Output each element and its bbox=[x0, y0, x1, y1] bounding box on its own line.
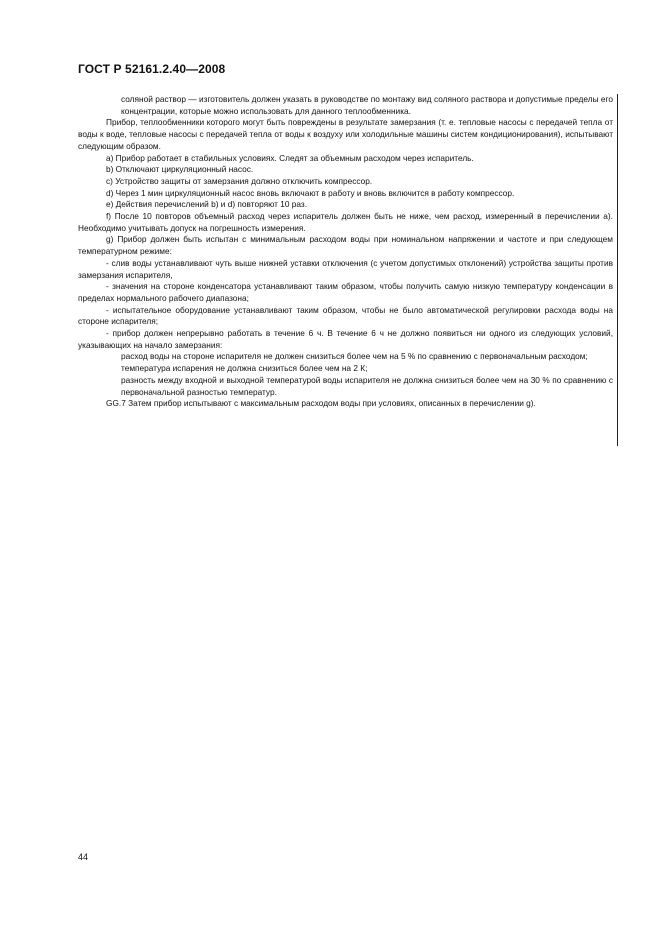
document-header: ГОСТ Р 52161.2.40—2008 bbox=[78, 62, 226, 76]
dash-item-water-drain: - слив воды устанавливают чуть выше нижней уставки отключения (с учетом допустимых отклонений) устройства защиты против замерзания испарителя, bbox=[78, 257, 613, 280]
dash-item-condenser: - значения на стороне конденсатора устанавливают таким образом, чтобы получить самую низкую температуру конденсации в пределах нормального рабочего диапазона; bbox=[78, 281, 613, 303]
list-item-d: d) Через 1 мин циркуляционный насос вновь включают в работу и вновь включится в работу компрессор. bbox=[106, 187, 515, 198]
list-item-c: c) Устройство защиты от замерзания должно отключить компрессор. bbox=[106, 175, 373, 186]
page-number: 44 bbox=[78, 852, 89, 862]
list-item-a: a) Прибор работает в стабильных условиях. Следят за объемным расходом через испаритель. bbox=[106, 152, 474, 163]
list-item-e: e) Действия перечислений b) и d) повторяют 10 раз. bbox=[106, 199, 308, 210]
list-item-f: f) После 10 повторов объемный расход через испаритель должен быть не ниже, чем расход, измеренный в перечислении а). Необходимо учитывать допуск на погрешность измерения. bbox=[78, 211, 613, 233]
list-item-g: g) Прибор должен быть испытан с минимальным расходом воды при номинальном напряжении и частоте и при следующем температурном режиме: bbox=[78, 234, 613, 257]
revision-bar bbox=[617, 94, 618, 446]
dash-item-continuous-run: - прибор должен непрерывно работать в течение 6 ч. В течение 6 ч не должно появиться ни одного из следующих условий, указывающих на начало замерзания: bbox=[78, 328, 613, 350]
condition-flow: расход воды на стороне испарителя не должен снизиться более чем на 5 % по сравнению с первоначальным расходом; bbox=[121, 351, 588, 362]
condition-evaporation-temp: температура испарения не должна снизиться более чем на 2 К; bbox=[121, 363, 368, 374]
paragraph-intro: Прибор, теплообменники которого могут быть повреждены в результате замерзания (т. е. тепловые насосы с передачей тепла от воды к воде, тепловые насосы с передачей тепла от воды к воздуху или холодильные машины систем кондиционирования), испытывают следующим образом. bbox=[78, 117, 613, 151]
paragraph-brine: соляной раствор — изготовитель должен указать в руководстве по монтажу вид соляного раствора и допустимые пределы его концентрации, которые можно использовать для данного теплообменника. bbox=[121, 94, 613, 116]
paragraph-gg7: GG.7 Затем прибор испытывают с максимальным расходом воды при условиях, описанных в перечислении g). bbox=[106, 398, 536, 409]
dash-item-test-equipment: - испытательное оборудование устанавливают таким образом, чтобы не было автоматической регулировки расхода воды на стороне испарителя; bbox=[78, 304, 613, 327]
list-item-b: b) Отключают циркуляционный насос. bbox=[106, 164, 254, 175]
body-text bbox=[78, 94, 613, 410]
condition-temp-difference: разность между входной и выходной температурой воды испарителя не должна снизиться более чем на 30 % по сравнению с первоначальной разностью температур. bbox=[121, 374, 613, 397]
